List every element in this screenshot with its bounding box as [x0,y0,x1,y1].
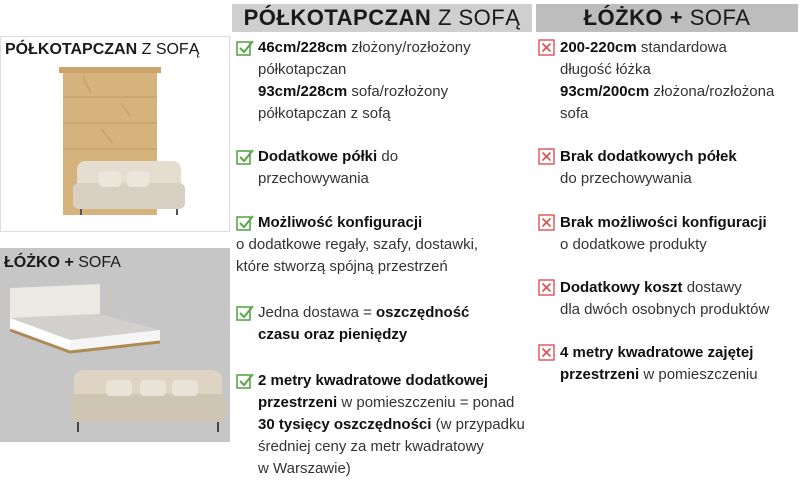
text-fragment: złożona/rozłożona [649,83,775,100]
text-line [560,146,800,168]
item-text [236,212,536,278]
right-item-1 [538,146,800,190]
item-text [560,37,800,125]
text-line [258,37,536,59]
text-line [560,81,800,103]
text-fragment: dostawy [682,279,742,296]
text-line [258,146,536,168]
text-line [258,392,536,414]
text-fragment: Dodatkowe półki [258,148,378,165]
text-fragment: które stworzą spójną przestrzeń [236,258,448,275]
text-line [258,302,536,324]
text-line [560,277,800,299]
text-fragment: w Warszawie) [258,460,351,477]
text-line [258,324,536,346]
text-line [258,59,536,81]
header-right-bold: ŁÓŻKO + [583,5,684,30]
item-text [258,37,536,125]
panel-polkotapczan [0,36,230,232]
text-line [258,81,536,103]
cross-icon [538,214,556,232]
item-text [258,146,536,190]
text-line [560,364,800,386]
text-fragment: średniej ceny za metr kwadratowy [258,438,484,455]
text-fragment: 46cm/228cm [258,39,348,56]
text-fragment: przechowywania [258,170,369,187]
cross-icon [538,344,556,362]
right-item-3 [538,277,800,321]
left-item-1 [236,146,536,190]
text-line [560,299,800,321]
text-fragment: w pomieszczeniu [639,366,758,383]
text-line [560,59,800,81]
header-right-rest: SOFA [689,5,751,30]
left-item-0 [236,37,536,125]
text-fragment: do [377,148,399,165]
item-text [258,302,536,346]
cross-icon [538,148,556,166]
text-fragment: dla dwóch osobnych produktów [560,301,770,318]
text-fragment: o dodatkowe regały, szafy, dostawki, [236,236,479,253]
item-text [560,212,800,256]
text-fragment: Brak możliwości konfiguracji [560,214,767,231]
right-item-4 [538,342,800,386]
item-text [258,370,536,480]
text-line [236,256,536,278]
header-left-bold: PÓŁKOTAPCZAN [243,5,432,30]
lozko-sofa-illustration [0,248,230,442]
text-fragment: sofa [560,105,589,122]
text-fragment: długość łóżka [560,61,651,78]
text-fragment: sofa/rozłożony [347,83,449,100]
right-item-0 [538,37,800,125]
left-item-2 [236,212,536,278]
right-item-2 [538,212,800,256]
item-text [560,146,800,190]
item-text [560,342,800,386]
check-icon [236,214,254,232]
text-line [258,436,536,458]
check-icon [236,304,254,322]
text-fragment: o dodatkowe produkty [560,236,707,253]
panel-bottom-bold: ŁÓŻKO + [4,254,74,271]
text-line [258,103,536,125]
text-line [258,168,536,190]
check-icon [236,39,254,57]
text-fragment: przestrzeni [258,394,338,411]
text-fragment: czasu oraz pieniędzy [258,326,408,343]
header-polkotapczan [232,4,532,32]
text-fragment: (w przypadku [431,416,525,433]
sofa-base-shape [70,394,226,422]
text-line [258,458,536,480]
bed-headboard-shape [10,284,100,318]
text-line [560,37,800,59]
polkotapczan-illustration [1,37,231,233]
panel-top-bold: PÓŁKOTAPCZAN [5,41,138,58]
text-fragment: półkotapczan [258,61,347,78]
panel-lozko-sofa [0,248,230,442]
text-fragment: 200-220cm [560,39,637,56]
sofa-seat-shape [73,183,185,209]
text-line [560,342,800,364]
text-line [258,414,536,436]
text-fragment: 4 metry kwadratowe zajętej [560,344,754,361]
left-item-4 [236,370,536,480]
text-fragment: złożony/rozłożony [347,39,471,56]
check-icon [236,148,254,166]
header-lozko-sofa [536,4,798,32]
text-fragment: oszczędność [376,304,470,321]
text-fragment: 93cm/200cm [560,83,650,100]
text-fragment: półkotapczan z sofą [258,105,391,122]
text-line [258,212,536,234]
check-icon [236,372,254,390]
panel-top-title [5,41,199,59]
text-line [258,370,536,392]
item-text [560,277,800,321]
text-line [560,212,800,234]
text-line [560,103,800,125]
panel-bottom-title [4,254,121,272]
text-fragment: w pomieszczeniu = ponad [337,394,515,411]
cross-icon [538,39,556,57]
left-item-3 [236,302,536,346]
text-fragment: Brak dodatkowych półek [560,148,737,165]
panel-top-rest: Z SOFĄ [141,41,200,58]
cross-icon [538,279,556,297]
text-fragment: do przechowywania [560,170,692,187]
text-fragment: standardowa [636,39,727,56]
text-fragment: 30 tysięcy oszczędności [258,416,432,433]
text-line [560,168,800,190]
text-fragment: 93cm/228cm [258,83,348,100]
text-line [560,234,800,256]
panel-bottom-rest: SOFA [78,254,121,271]
text-line [236,234,536,256]
text-fragment: przestrzeni [560,366,640,383]
header-left-rest: Z SOFĄ [437,5,521,30]
text-fragment: 2 metry kwadratowe dodatkowej [258,372,489,389]
text-fragment: Możliwość konfiguracji [258,214,423,231]
text-fragment: Jedna dostawa = [258,304,377,321]
text-fragment: Dodatkowy koszt [560,279,683,296]
